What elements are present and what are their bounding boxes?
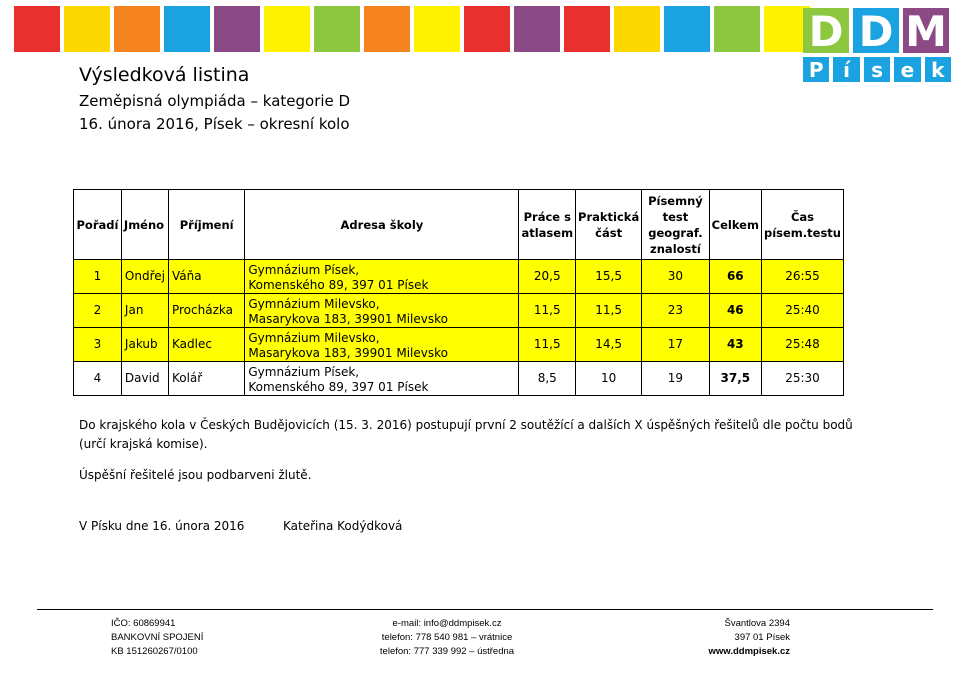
col-atlas: Práce s atlasem xyxy=(519,190,576,260)
address-cell xyxy=(245,328,519,362)
atlas-score: 11,5 xyxy=(519,328,576,362)
rank-cell: 3 xyxy=(74,328,122,362)
written-score: 17 xyxy=(642,328,709,362)
table-row xyxy=(74,328,844,362)
stripe-block xyxy=(114,6,160,52)
address-line: Komenského 89, 397 01 Písek xyxy=(248,380,429,394)
col-last-name: Příjmení xyxy=(168,190,244,260)
first-name-cell: Jan xyxy=(121,294,168,328)
logo-pisek xyxy=(803,57,951,82)
last-name-cell: Váňa xyxy=(168,260,244,294)
rank-cell: 1 xyxy=(74,260,122,294)
address-line: Gymnázium Milevsko, xyxy=(248,331,380,345)
total-score: 43 xyxy=(709,328,761,362)
col-rank: Pořadí xyxy=(74,190,122,260)
atlas-score: 20,5 xyxy=(519,260,576,294)
first-name-cell: Jakub xyxy=(121,328,168,362)
logo-subletter: k xyxy=(925,57,951,82)
atlas-score: 8,5 xyxy=(519,362,576,396)
page-title: Výsledková listina xyxy=(79,64,250,86)
stripe-block xyxy=(264,6,310,52)
competition-name: Zeměpisná olympiáda – kategorie D xyxy=(79,92,351,110)
written-score: 23 xyxy=(642,294,709,328)
stripe-block xyxy=(414,6,460,52)
test-time: 26:55 xyxy=(761,260,843,294)
stripe-block xyxy=(64,6,110,52)
advancement-note: Do krajského kola v Českých Budějovicích (15. 3. 2016) postupují první 2 soutěžící a dalších X úspěšných řešitelů dle počtu bodů (určí krajská komise). xyxy=(79,418,853,451)
footer-line: KB 151260267/0100 xyxy=(111,646,198,657)
footer-website: www.ddmpisek.cz xyxy=(708,646,790,657)
footer-company-info xyxy=(111,617,203,659)
written-score: 30 xyxy=(642,260,709,294)
table-row xyxy=(74,362,844,396)
last-name-cell: Kolář xyxy=(168,362,244,396)
footer-divider xyxy=(37,609,933,610)
logo-subletter: P xyxy=(803,57,829,82)
col-practical: Praktická část xyxy=(576,190,642,260)
atlas-score: 11,5 xyxy=(519,294,576,328)
address-line: Gymnázium Milevsko, xyxy=(248,297,380,311)
stripe-block xyxy=(14,6,60,52)
logo-subletter: s xyxy=(864,57,890,82)
address-cell xyxy=(245,294,519,328)
footer-line: telefon: 777 339 992 – ústředna xyxy=(379,646,515,657)
practical-score: 15,5 xyxy=(576,260,642,294)
signature: Kateřina Kodýdková xyxy=(283,519,403,533)
footer-line: IČO: 60869941 xyxy=(111,618,176,629)
place-date: V Písku dne 16. února 2016 xyxy=(79,519,245,533)
footer-address xyxy=(695,617,790,659)
written-score: 19 xyxy=(642,362,709,396)
stripe-block xyxy=(214,6,260,52)
stripe-block xyxy=(564,6,610,52)
table-row xyxy=(74,294,844,328)
footer-contact xyxy=(372,617,522,659)
logo-letter: M xyxy=(903,8,949,53)
first-name-cell: David xyxy=(121,362,168,396)
logo-subletter: e xyxy=(894,57,920,82)
col-written-test: Písemný test geograf. znalostí xyxy=(642,190,709,260)
logo-subletter: í xyxy=(833,57,859,82)
col-first-name: Jméno xyxy=(121,190,168,260)
address-cell xyxy=(245,362,519,396)
color-stripe xyxy=(14,6,810,52)
stripe-block xyxy=(164,6,210,52)
logo-ddm xyxy=(803,7,951,56)
footer-line: 397 01 Písek xyxy=(734,632,790,643)
col-time: Čas písem.testu xyxy=(761,190,843,260)
address-line: Masarykova 183, 39901 Milevsko xyxy=(248,346,448,360)
address-line: Komenského 89, 397 01 Písek xyxy=(248,278,429,292)
total-score: 66 xyxy=(709,260,761,294)
stripe-block xyxy=(664,6,710,52)
stripe-block xyxy=(314,6,360,52)
stripe-block xyxy=(614,6,660,52)
rank-cell: 2 xyxy=(74,294,122,328)
ddm-pisek-logo xyxy=(803,8,951,82)
first-name-cell: Ondřej xyxy=(121,260,168,294)
practical-score: 11,5 xyxy=(576,294,642,328)
address-cell xyxy=(245,260,519,294)
stripe-block xyxy=(514,6,560,52)
address-line: Gymnázium Písek, xyxy=(248,263,360,277)
rank-cell: 4 xyxy=(74,362,122,396)
total-score: 46 xyxy=(709,294,761,328)
logo-letter: D xyxy=(803,8,849,53)
footer-line: BANKOVNÍ SPOJENÍ xyxy=(111,632,204,643)
address-line: Masarykova 183, 39901 Milevsko xyxy=(248,312,448,326)
address-line: Gymnázium Písek, xyxy=(248,365,360,379)
highlight-note: Úspěšní řešitelé jsou podbarveni žlutě. xyxy=(79,468,312,482)
practical-score: 10 xyxy=(576,362,642,396)
last-name-cell: Kadlec xyxy=(168,328,244,362)
test-time: 25:48 xyxy=(761,328,843,362)
col-total: Celkem xyxy=(709,190,761,260)
footer-line: telefon: 778 540 981 – vrátnice xyxy=(381,632,513,643)
col-school-address: Adresa školy xyxy=(245,190,519,260)
practical-score: 14,5 xyxy=(576,328,642,362)
footer-line: Švantlova 2394 xyxy=(724,618,790,629)
test-time: 25:30 xyxy=(761,362,843,396)
table-header-row xyxy=(74,190,844,260)
table-row xyxy=(74,260,844,294)
competition-date: 16. února 2016, Písek – okresní kolo xyxy=(79,115,350,133)
total-score: 37,5 xyxy=(709,362,761,396)
logo-letter: D xyxy=(853,8,899,53)
last-name-cell: Procházka xyxy=(168,294,244,328)
test-time: 25:40 xyxy=(761,294,843,328)
stripe-block xyxy=(364,6,410,52)
stripe-block xyxy=(714,6,760,52)
results-table xyxy=(73,189,844,396)
footer-email: e-mail: info@ddmpisek.cz xyxy=(392,618,502,629)
stripe-block xyxy=(464,6,510,52)
